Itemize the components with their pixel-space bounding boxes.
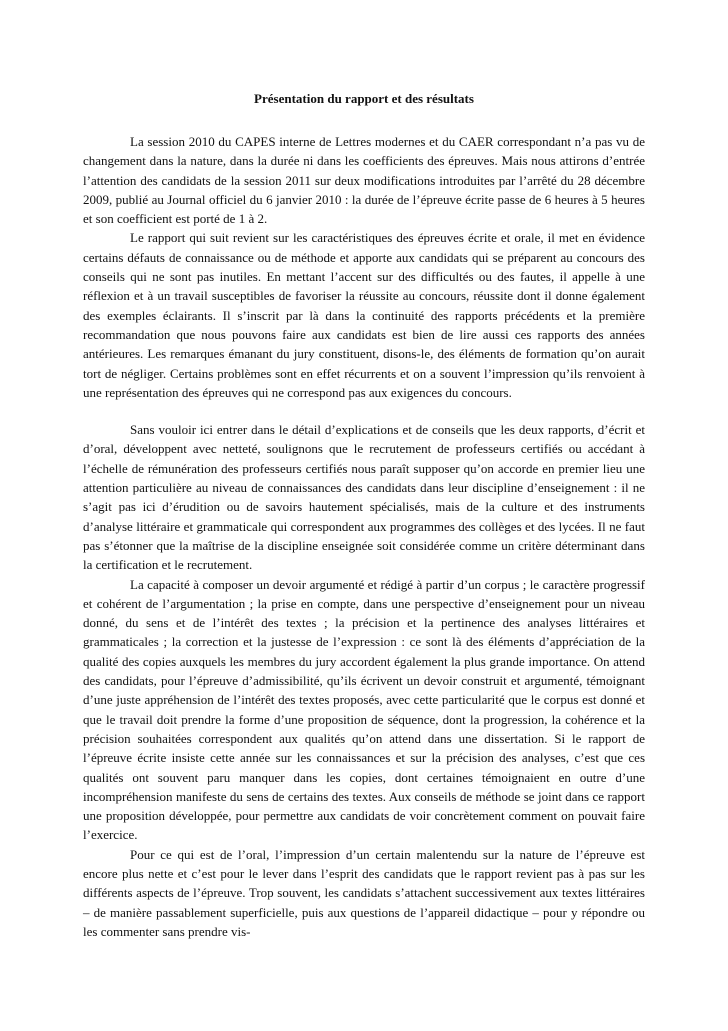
paragraph-2: Le rapport qui suit revient sur les caractéristiques des épreuves écrite et orale, il met en évidence certains défauts de connaissance ou de méthode et apporte aux candidats qui se préparent au concours des conseils qui ne sont pas inutiles. En mettant l’accent sur des difficultés ou des fautes, il appelle à une réflexion et à un travail susceptibles de favoriser la réussite au concours, réussite dont il donne également des exemples éclairants. Il s’inscrit par là dans la continuité des rapports précédents et la première recommandation que nous pouvons faire aux candidats est bien de lire aussi ces rapports des années antérieures. Les remarques émanant du jury constituent, disons-le, des éléments de formation qu’on aurait tort de négliger. Certains problèmes sont en effet récurrents et on a souvent l’impression qu’ils renvoient à une représentation des épreuves qui ne correspond pas aux exigences du concours. xyxy=(83,230,645,400)
document-title: Présentation du rapport et des résultats xyxy=(254,91,474,106)
paragraph-4: La capacité à composer un devoir argumenté et rédigé à partir d’un corpus ; le caractère progressif et cohérent de l’argumentation ; la prise en compte, dans une perspective d’enseignement pour un niveau donné, du sens et de l’intérêt des textes ; la précision et la pertinence des analyses littéraires et grammaticales ; la correction et la justesse de l’expression : ce sont là des éléments d’appréciation de la qualité des copies auxquels les membres du jury accordent également la plus grande importance. On attend des candidats, pour l’épreuve d’admissibilité, qu’ils écrivent un devoir construit et argumenté, témoignant d’une juste appréhension de l’intérêt des textes proposés, avec cette particularité que le corpus est donné et que le travail doit prendre la forme d’une proposition de séquence, dont la progression, la cohérence et la précision souhaitées correspondent aux qualités qu’on attend dans une dissertation. Si le rapport de l’épreuve écrite insiste cette année sur les connaissances et sur la précision des analyses, c’est que ces qualités ont souvent paru manquer dans les copies, dont certaines témoignaient en outre d’une incompréhension manifeste du sens de certains des textes. Aux conseils de méthode se joint dans ce rapport une proposition développée, pour permettre aux candidats de voir concrètement comment on pouvait faire l’exercice. xyxy=(83,576,645,843)
paragraph-3: Sans vouloir ici entrer dans le détail d’explications et de conseils que les deux rapports, d’écrit et d’oral, développent avec netteté, soulignons que le recrutement de professeurs certifiés ou accédant à l’échelle de rémunération des professeurs certifiés nous paraît supposer qu’on accorde en premier lieu une attention particulière au niveau de connaissances des candidats dans leur discipline d’enseignement : il ne s’agit pas ici d’érudition ou de savoirs hautement spécialisés, mais de la culture et des instruments d’analyse littéraire et grammaticale qui correspondent aux programmes des collèges et des lycées. Il ne faut pas s’étonner que la maîtrise de la discipline enseignée soit considérée comme un critère déterminant dans la certification et le recrutement. xyxy=(83,422,645,573)
paragraph-5: Pour ce qui est de l’oral, l’impression d’un certain malentendu sur la nature de l’épreuve est encore plus nette et c’est pour le lever dans l’esprit des candidats que le rapport revient pas à pas sur les différents aspects de l’épreuve. Trop souvent, les candidats s’attachent successivement aux textes littéraires – de manière passablement superficielle, puis aux questions de l’appareil didactique – pour y répondre ou les commenter sans prendre vis- xyxy=(83,846,645,939)
document-page xyxy=(83,90,645,941)
paragraph-1: La session 2010 du CAPES interne de Lettres modernes et du CAER correspondant n’a pas vu de changement dans la nature, dans la durée ni dans les coefficients des épreuves. Mais nous attirons d’entrée l’attention des candidats de la session 2011 sur deux modifications introduites par l’arrêté du 28 décembre 2009, publié au Journal officiel du 6 janvier 2010 : la durée de l’épreuve écrite passe de 6 heures à 5 heures et son coefficient est porté de 1 à 2. xyxy=(83,134,645,227)
